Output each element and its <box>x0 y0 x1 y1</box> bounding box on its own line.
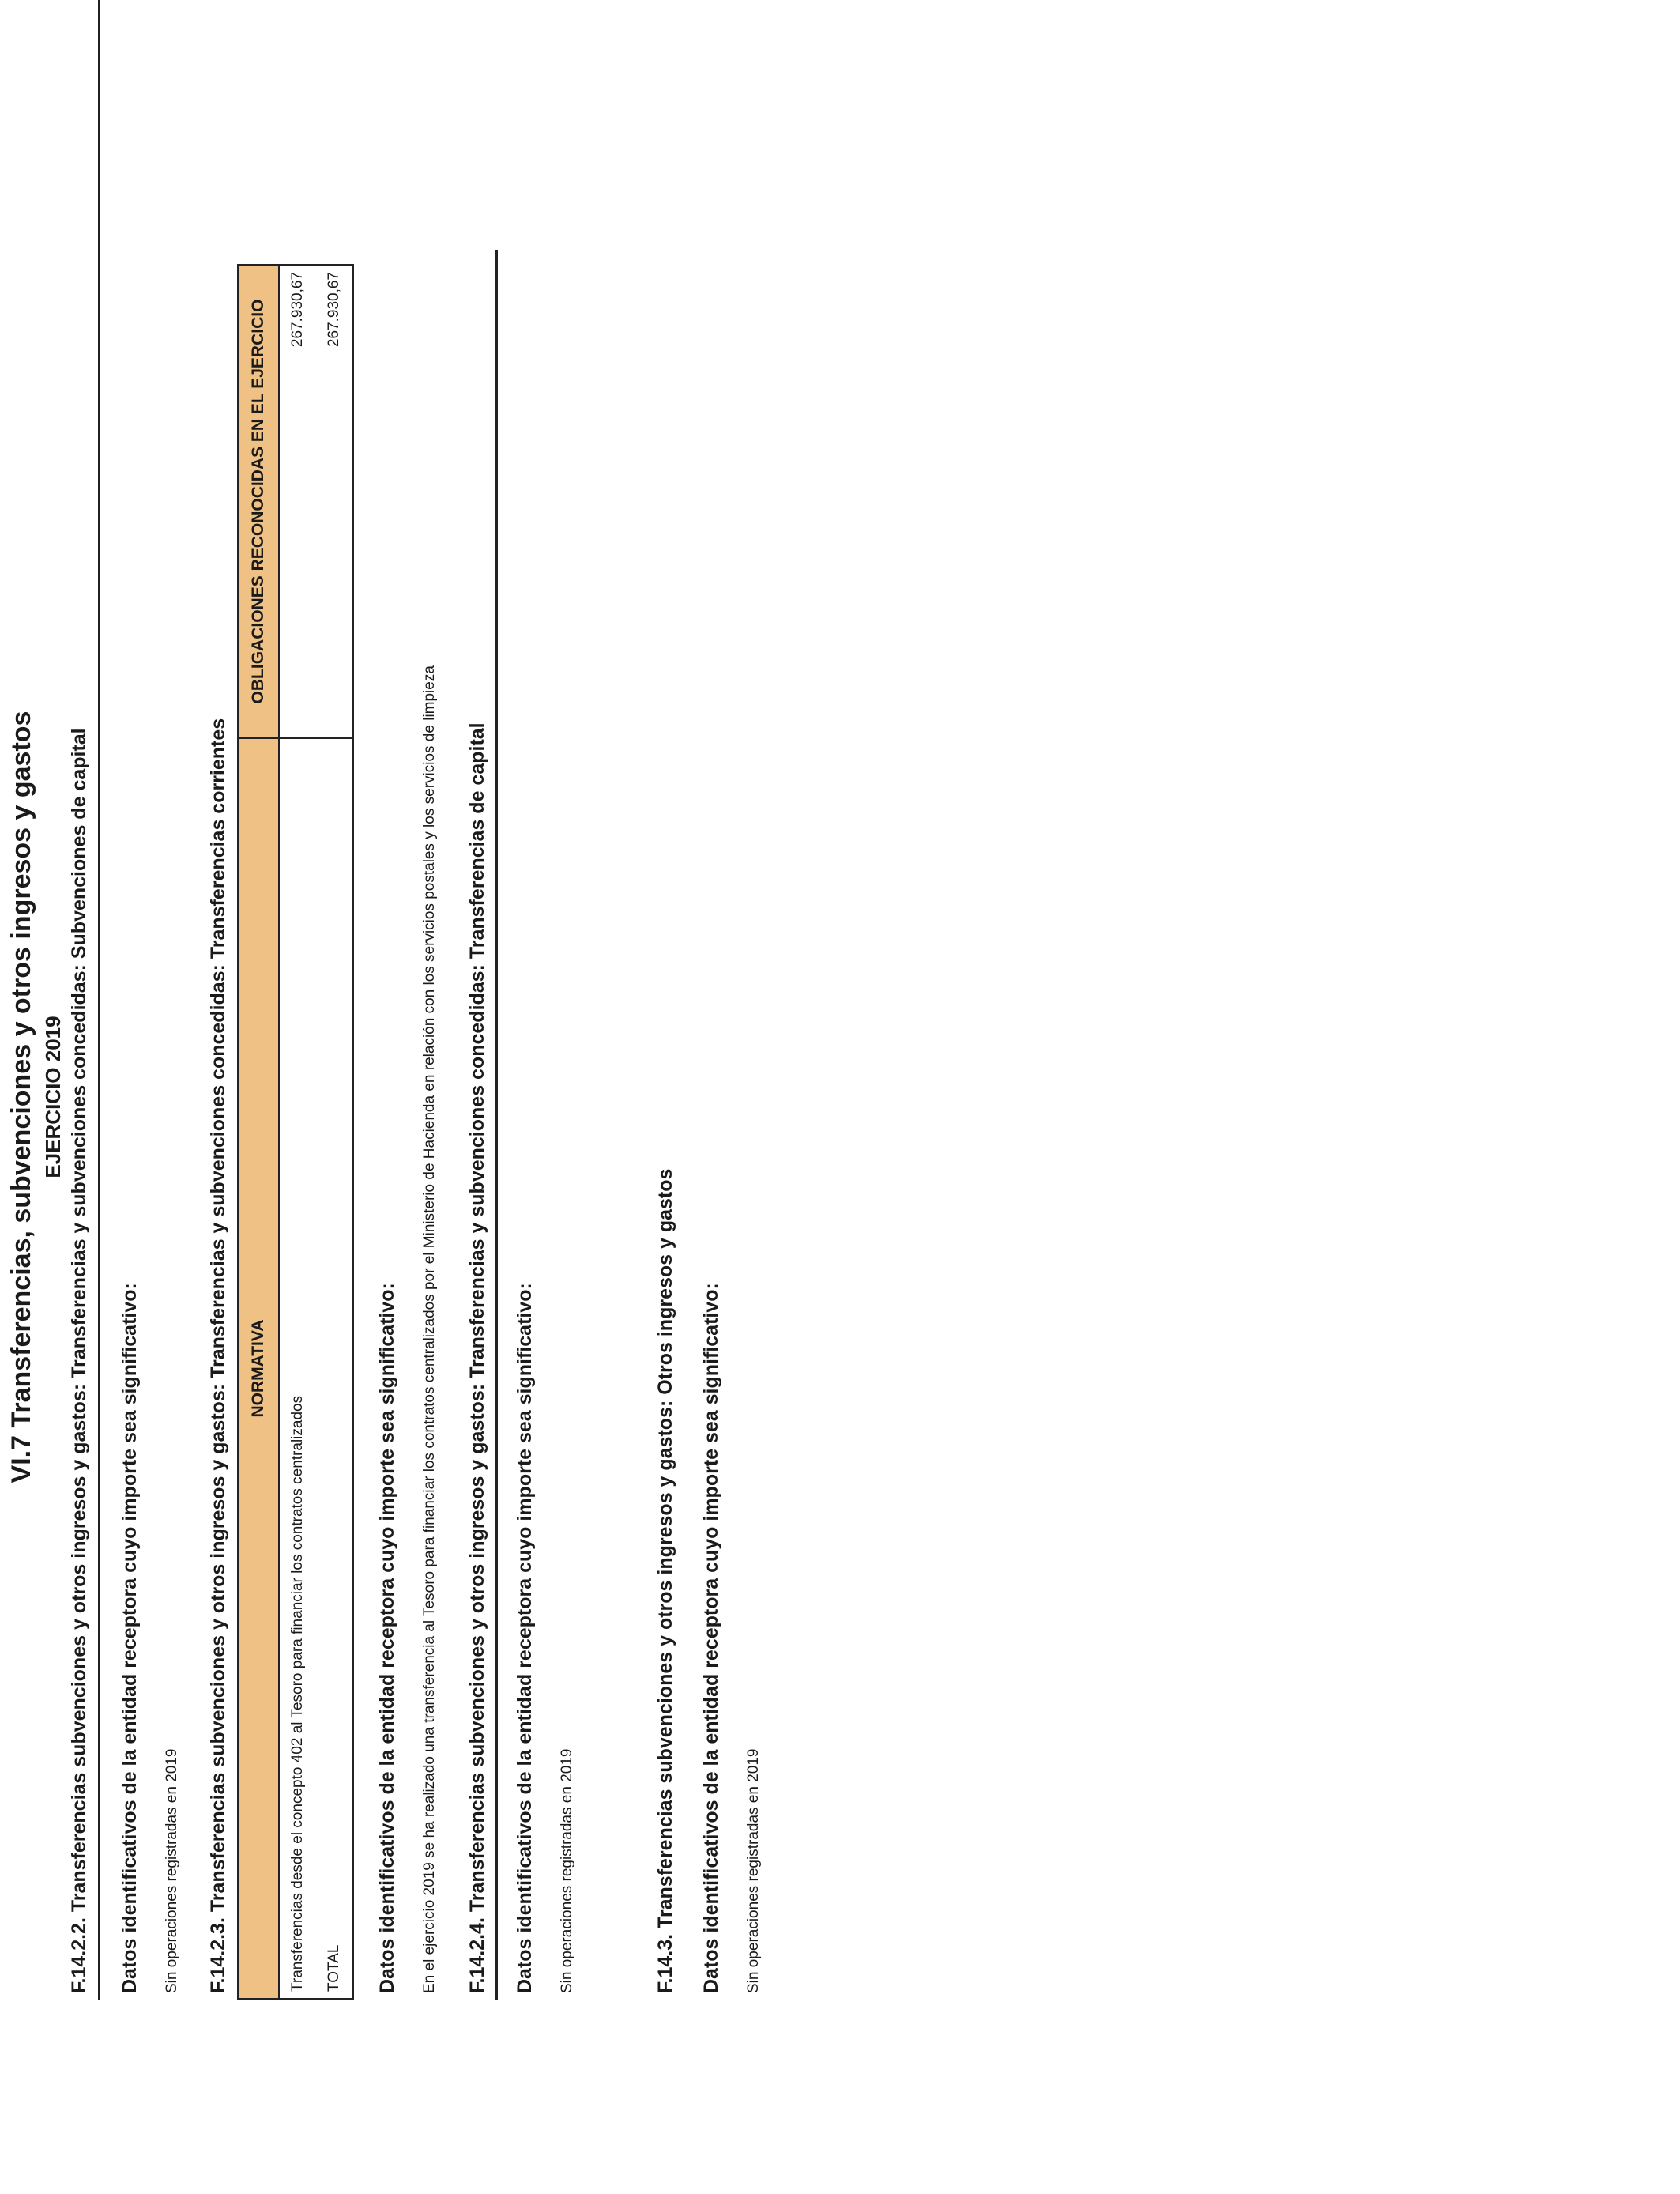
section-text: En el ejercicio 2019 se ha realizado una transferencia al Tesoro para financiar los contratos centralizados por el Ministerio de Hacienda en relación con los servicios postales y los servicios de limpieza <box>421 665 438 1993</box>
table-row <box>279 265 316 1999</box>
page-subtitle: EJERCICIO 2019 <box>41 1016 65 1178</box>
section-rule <box>98 0 100 2000</box>
section-text: Sin operaciones registradas en 2019 <box>745 1748 762 1993</box>
section-heading-f1422: F.14.2.2. Transferencias subvenciones y otros ingresos y gastos: Transferencias y subvenciones concedidas: Subvenciones de capital <box>68 728 90 1993</box>
table-row-total <box>316 265 353 1999</box>
cell-total-label: TOTAL <box>316 738 353 1999</box>
cell-normativa: Transferencias desde el concepto 402 al Tesoro para financiar los contratos centralizados <box>279 738 316 1999</box>
table-header-row <box>238 265 279 1999</box>
section-rule <box>495 250 498 2000</box>
header-normativa: NORMATIVA <box>238 738 279 1999</box>
section-text: Sin operaciones registradas en 2019 <box>164 1748 180 1993</box>
transfer-table <box>237 264 354 2000</box>
header-obligaciones: OBLIGACIONES RECONOCIDAS EN EL EJERCICIO <box>238 265 279 738</box>
section-label: Datos identificativos de la entidad receptora cuyo importe sea significativo: <box>119 1283 141 1993</box>
section-heading-f1423: F.14.2.3. Transferencias subvenciones y otros ingresos y gastos: Transferencias y subvenciones concedidas: Transferencias corrientes <box>207 718 229 1993</box>
section-heading-f143: F.14.3. Transferencias subvenciones y otros ingresos y gastos: Otros ingresos y gastos <box>654 1168 676 1993</box>
cell-total-amount: 267.930,67 <box>316 265 353 738</box>
section-label: Datos identificativos de la entidad receptora cuyo importe sea significativo: <box>376 1283 398 1993</box>
cell-amount: 267.930,67 <box>279 265 316 738</box>
section-heading-f1424: F.14.2.4. Transferencias subvenciones y otros ingresos y gastos: Transferencias y subvenciones concedidas: Transferencias de capital <box>466 722 488 1993</box>
section-text: Sin operaciones registradas en 2019 <box>559 1748 575 1993</box>
section-label: Datos identificativos de la entidad receptora cuyo importe sea significativo: <box>700 1283 722 1993</box>
page-title: VI.7 Transferencias, subvenciones y otros ingresos y gastos <box>6 711 36 1483</box>
section-label: Datos identificativos de la entidad receptora cuyo importe sea significativo: <box>514 1283 536 1993</box>
